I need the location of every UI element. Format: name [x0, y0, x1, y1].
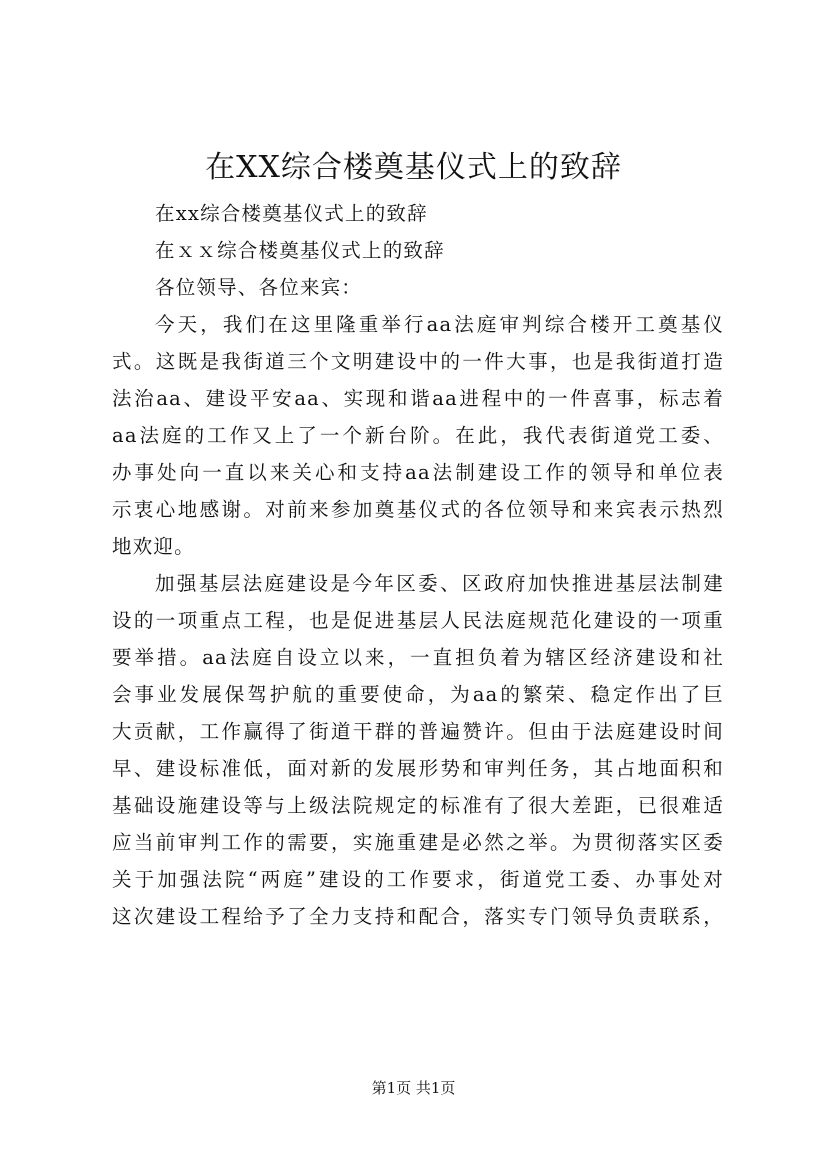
paragraph-line: 办事处向一直以来关心和支持aa法制建设工作的领导和单位表: [112, 461, 724, 484]
paragraph-line: 式。这既是我街道三个文明建设中的一件大事，也是我街道打造: [112, 350, 724, 373]
paragraph-line: 应当前审判工作的需要，实施重建是必然之举。为贯彻落实区委: [112, 831, 724, 854]
paragraph-line: 设的一项重点工程，也是促进基层人民法庭规范化建设的一项重: [112, 609, 724, 632]
paragraph-line: 要举措。aa法庭自设立以来，一直担负着为辖区经济建设和社: [112, 646, 724, 669]
paragraph-line: 关于加强法院“两庭”建设的工作要求，街道党工委、办事处对: [112, 868, 724, 891]
paragraph-line: 法治aa、建设平安aa、实现和谐aa进程中的一件喜事，标志着: [112, 387, 724, 410]
subtitle-line: 在xx综合楼奠基仪式上的致辞: [155, 202, 428, 225]
paragraph-line: 加强基层法庭建设是今年区委、区政府加快推进基层法制建: [155, 572, 724, 595]
document-title: 在XX综合楼奠基仪式上的致辞: [205, 150, 622, 185]
document-body: [112, 195, 724, 935]
subtitle-line: 在ｘｘ综合楼奠基仪式上的致辞: [155, 239, 445, 262]
paragraph-line: 基础设施建设等与上级法院规定的标准有了很大差距，已很难适: [112, 794, 724, 817]
page-number-footer: 第1页 共1页: [371, 1079, 456, 1097]
paragraph-line: 地欢迎。: [112, 535, 195, 558]
paragraph-line: 会事业发展保驾护航的重要使命，为aa的繁荣、稳定作出了巨: [112, 683, 724, 706]
salutation-line: 各位领导、各位来宾：: [155, 276, 363, 299]
paragraph-line: 早、建设标准低，面对新的发展形势和审判任务，其占地面积和: [112, 757, 724, 780]
paragraph-line: aa法庭的工作又上了一个新台阶。在此，我代表街道党工委、: [112, 424, 724, 447]
paragraph-line: 示衷心地感谢。对前来参加奠基仪式的各位领导和来宾表示热烈: [112, 498, 724, 521]
paragraph-line: 今天，我们在这里隆重举行aa法庭审判综合楼开工奠基仪: [155, 313, 724, 336]
paragraph-line: 大贡献，工作赢得了街道干群的普遍赞许。但由于法庭建设时间: [112, 720, 724, 743]
paragraph-line: 这次建设工程给予了全力支持和配合，落实专门领导负责联系，: [112, 905, 724, 928]
